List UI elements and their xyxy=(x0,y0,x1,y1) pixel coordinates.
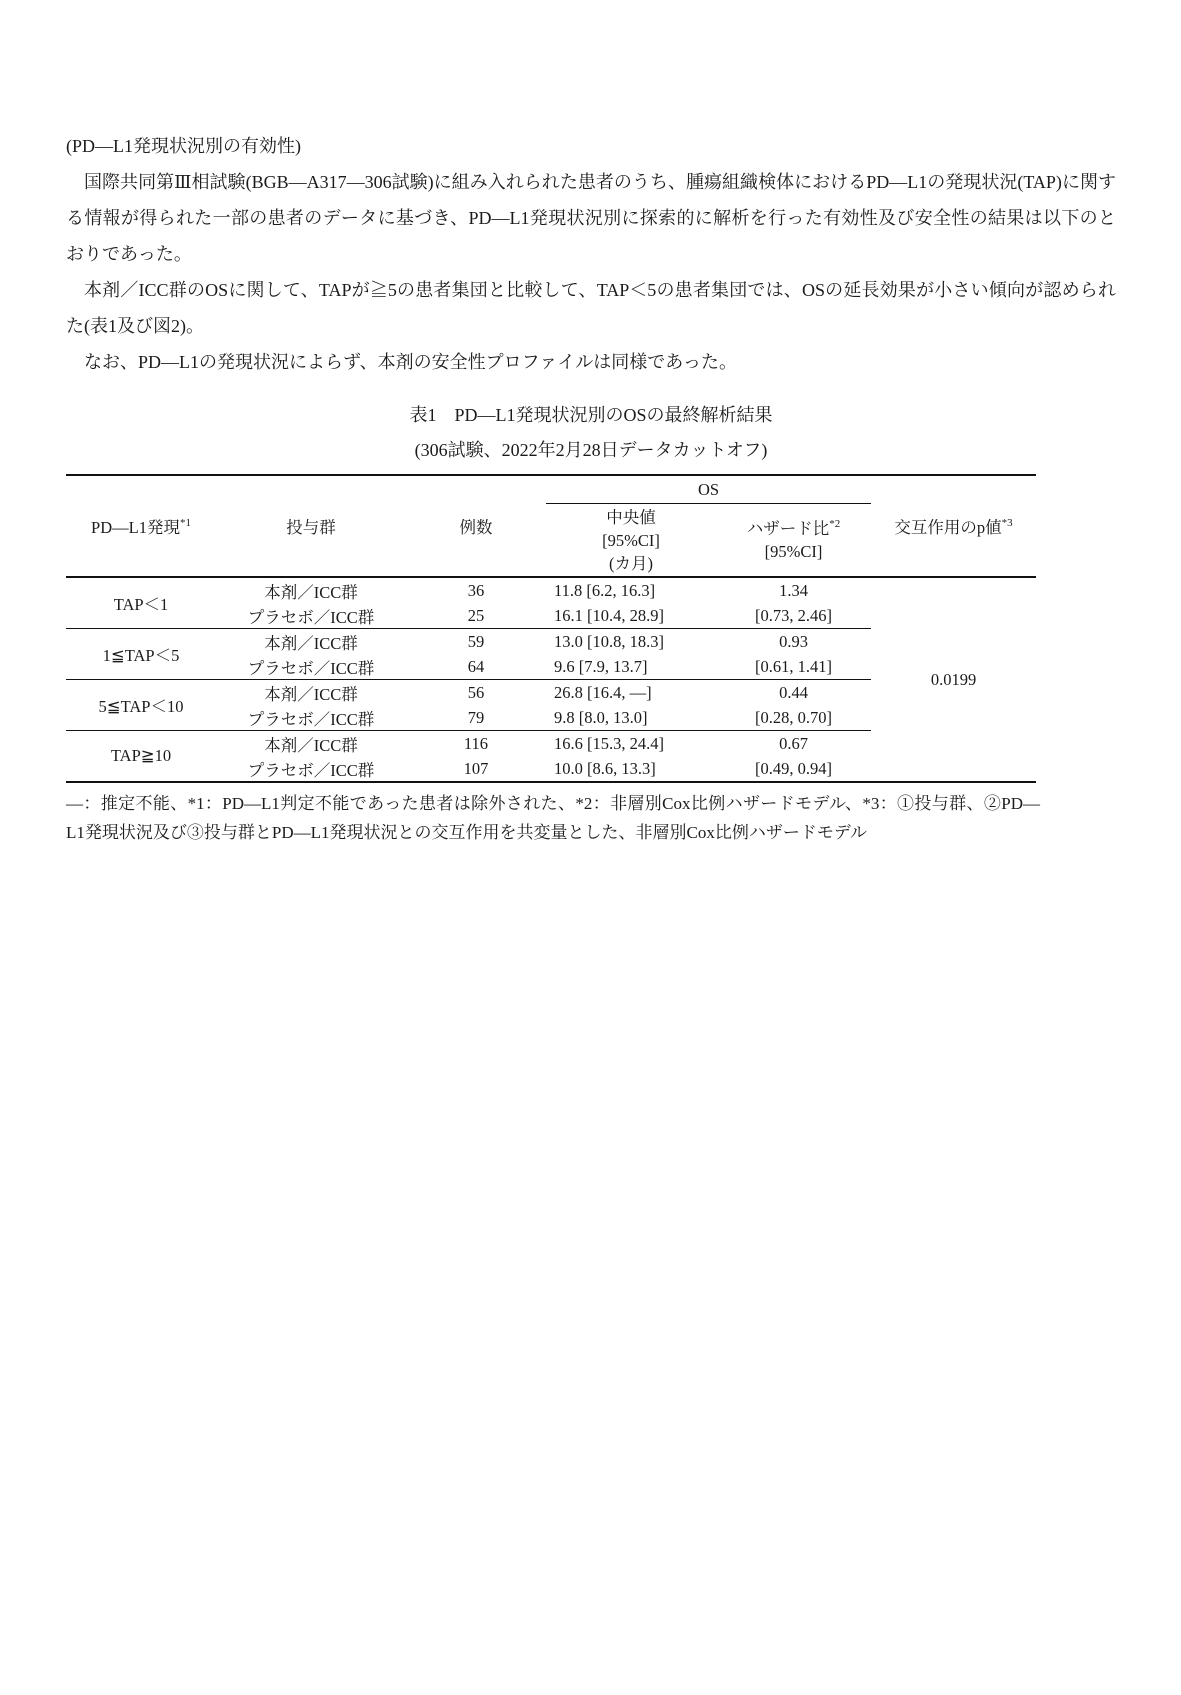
arm-cell: プラセボ／ICC群 xyxy=(216,705,406,731)
median-cell: 13.0 [10.8, 18.3] xyxy=(554,631,664,651)
header-n: 例数 xyxy=(406,475,546,577)
arm-cell: 本剤／ICC群 xyxy=(264,735,358,755)
header-median-line3: (カ月) xyxy=(609,553,653,573)
header-arm: 投与群 xyxy=(216,475,406,577)
n-cell: 36 xyxy=(467,580,485,600)
n-cell: 79 xyxy=(406,705,546,731)
hr-ci-cell: [0.49, 0.94] xyxy=(716,756,871,782)
header-pdl1 xyxy=(66,475,216,577)
median-cell: 16.6 [15.3, 24.4] xyxy=(554,733,664,753)
median-cell: 26.8 [16.4, —] xyxy=(554,682,652,702)
header-interaction-p-footmark: *3 xyxy=(1001,516,1013,529)
n-cell: 25 xyxy=(406,603,546,629)
paragraph-3: なお、PD—L1の発現状況によらず、本剤の安全性プロファイルは同様であった。 xyxy=(84,352,738,372)
hr-cell: 0.67 xyxy=(779,733,808,753)
median-cell: 9.6 [7.9, 13.7] xyxy=(546,654,716,680)
section-heading: (PD—L1発現状況別の有効性) xyxy=(66,136,301,156)
header-interaction-p-label: 交互作用のp値 xyxy=(894,518,1002,537)
header-hr-line2: [95%CI] xyxy=(764,542,823,561)
paragraph-2: 本剤／ICC群のOSに関して、TAPが≧5の患者集団と比較して、TAP＜5の患者集団では、OSの延長効果が小さい傾向が認められた(表1及び図2)。 xyxy=(66,280,1116,336)
header-median xyxy=(546,504,716,578)
header-hr-line1 xyxy=(716,517,871,540)
header-pdl1-label: PD—L1発現 xyxy=(91,518,180,537)
median-cell: 16.1 [10.4, 28.9] xyxy=(546,603,716,629)
arm-cell: プラセボ／ICC群 xyxy=(216,603,406,629)
n-cell: 64 xyxy=(406,654,546,680)
hr-cell: 0.44 xyxy=(779,682,808,702)
header-hr-label: ハザード比 xyxy=(746,519,830,538)
header-median-line1: 中央値 xyxy=(606,507,656,527)
n-cell: 116 xyxy=(463,733,489,753)
arm-cell: 本剤／ICC群 xyxy=(264,633,358,653)
hr-ci-cell: [0.28, 0.70] xyxy=(716,705,871,731)
interaction-p-value: 0.0199 xyxy=(871,577,1036,782)
median-cell: 9.8 [8.0, 13.0] xyxy=(546,705,716,731)
header-pdl1-footmark: *1 xyxy=(179,516,191,529)
table-row xyxy=(66,577,1036,603)
table-footnote: —：推定不能、*1：PD—L1判定不能であった患者は除外された、*2：非層別Cox比例ハザードモデル、*3：①投与群、②PD—L1発現状況及び③投与群とPD—L1発現状況との交互作用を共変量とした、非層別Cox比例ハザードモデル xyxy=(66,794,1040,842)
median-cell: 11.8 [6.2, 16.3] xyxy=(554,580,656,600)
n-cell: 107 xyxy=(406,756,546,782)
table-title: 表1 PD—L1発現状況別のOSの最終解析結果 xyxy=(409,405,773,425)
hr-ci-cell: [0.73, 2.46] xyxy=(716,603,871,629)
pdl1-category-5-tap-10: 5≦TAP＜10 xyxy=(66,680,216,731)
table-caption xyxy=(66,398,1116,468)
table-subtitle: (306試験、2022年2月28日データカットオフ) xyxy=(414,440,768,460)
pdl1-category-tap-ge10: TAP≧10 xyxy=(66,731,216,783)
paragraph-1: 国際共同第Ⅲ相試験(BGB—A317—306試験)に組み入れられた患者のうち、腫瘍組織検体におけるPD—L1の発現状況(TAP)に関する情報が得られた一部の患者のデータに基づき、PD—L1発現状況別に探索的に解析を行った有効性及び安全性の結果は以下のとおりであった。 xyxy=(66,172,1116,264)
hr-cell: 0.93 xyxy=(779,631,808,651)
header-hazard-ratio xyxy=(716,504,871,578)
arm-cell: プラセボ／ICC群 xyxy=(216,654,406,680)
header-os: OS xyxy=(546,475,871,504)
arm-cell: プラセボ／ICC群 xyxy=(216,756,406,782)
median-cell: 10.0 [8.6, 13.3] xyxy=(546,756,716,782)
hr-cell: 1.34 xyxy=(779,580,808,600)
os-final-analysis-table xyxy=(66,474,1036,783)
arm-cell: 本剤／ICC群 xyxy=(264,684,358,704)
header-row-1 xyxy=(66,475,1036,504)
pdl1-category-tap-lt1: TAP＜1 xyxy=(66,577,216,629)
document-page xyxy=(0,0,1181,847)
n-cell: 59 xyxy=(467,631,485,651)
header-median-line2: [95%CI] xyxy=(602,530,660,550)
header-hr-footmark: *2 xyxy=(829,517,841,530)
pdl1-category-1-tap-5: 1≦TAP＜5 xyxy=(66,629,216,680)
n-cell: 56 xyxy=(467,682,485,702)
arm-cell: 本剤／ICC群 xyxy=(264,582,358,602)
hr-ci-cell: [0.61, 1.41] xyxy=(716,654,871,680)
header-interaction-p xyxy=(871,475,1036,577)
